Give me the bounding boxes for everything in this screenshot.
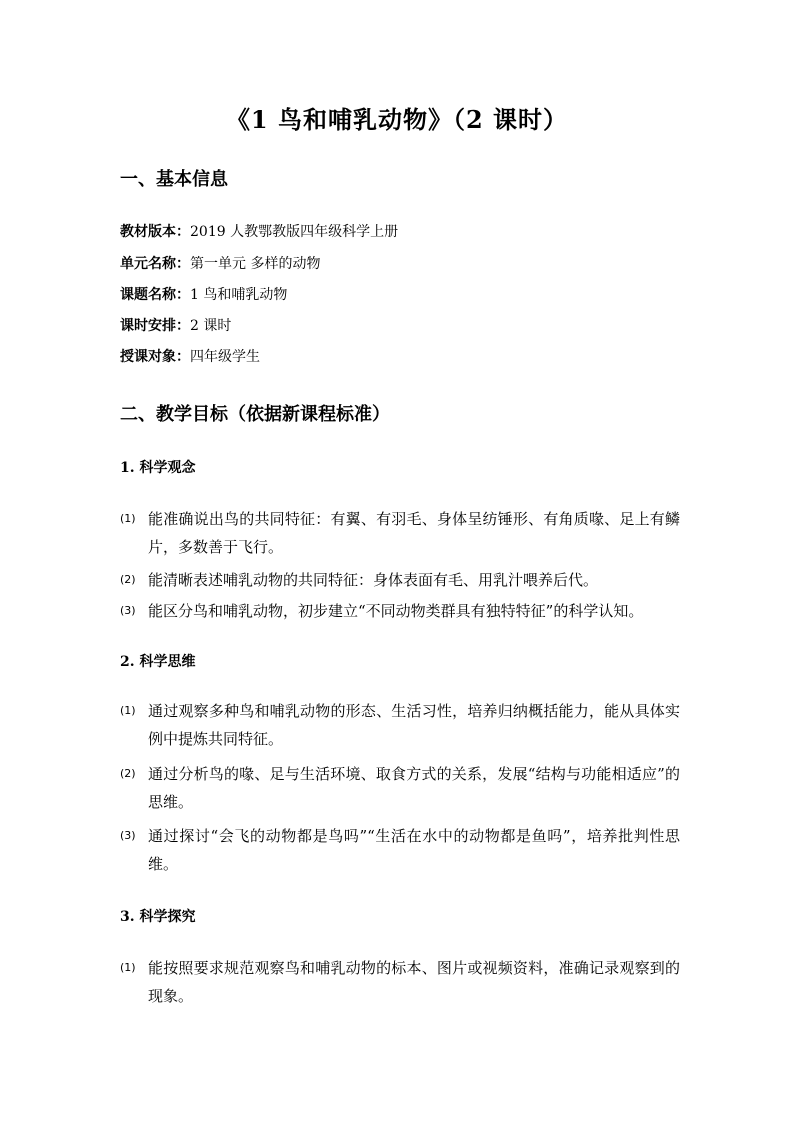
list-item-number: (3) bbox=[120, 604, 136, 617]
list-item-text: 通过探讨“会飞的动物都是鸟吗”“生活在水中的动物都是鱼吗”，培养批判性思维。 bbox=[148, 827, 680, 873]
section-teaching-goals-heading: 二、教学目标（依据新课程标准） bbox=[120, 404, 390, 425]
info-row-unit-name bbox=[120, 254, 320, 274]
list-item bbox=[120, 760, 680, 816]
list-item-number: (2) bbox=[120, 767, 136, 780]
info-row-textbook-version bbox=[120, 222, 398, 242]
list-item-text: 能清晰表述哺乳动物的共同特征：身体表面有毛、用乳汁喂养后代。 bbox=[148, 571, 599, 589]
list-item-text: 能按照要求规范观察鸟和哺乳动物的标本、图片或视频资料，准确记录观察到的现象。 bbox=[148, 959, 680, 1005]
info-row-class-hours bbox=[120, 316, 231, 336]
info-value: 2019 人教鄂教版四年级科学上册 bbox=[190, 224, 399, 240]
list-item bbox=[120, 505, 680, 561]
info-value: 1 鸟和哺乳动物 bbox=[190, 287, 288, 303]
subsection-science-thinking-heading: 2. 科学思维 bbox=[120, 654, 196, 670]
info-value: 四年级学生 bbox=[190, 349, 260, 365]
list-item-number: (3) bbox=[120, 829, 136, 842]
info-label: 单元名称： bbox=[120, 256, 190, 272]
list-item-text: 能准确说出鸟的共同特征：有翼、有羽毛、身体呈纺锤形、有角质喙、足上有鳞片，多数善于飞行。 bbox=[148, 510, 680, 556]
subsection-science-concept-heading: 1. 科学观念 bbox=[120, 460, 196, 476]
list-item-number: (1) bbox=[120, 961, 136, 974]
list-item-text: 通过观察多种鸟和哺乳动物的形态、生活习性，培养归纳概括能力，能从具体实例中提炼共同特征。 bbox=[148, 702, 680, 748]
list-item bbox=[120, 597, 680, 625]
info-label: 课时安排： bbox=[120, 318, 190, 334]
list-item-number: (1) bbox=[120, 704, 136, 717]
info-label: 课题名称： bbox=[120, 287, 190, 303]
list-item bbox=[120, 697, 680, 753]
list-item bbox=[120, 822, 680, 878]
list-item-number: (2) bbox=[120, 573, 136, 586]
info-row-lesson-title bbox=[120, 285, 287, 305]
list-item-text: 通过分析鸟的喙、足与生活环境、取食方式的关系，发展“结构与功能相适应”的思维。 bbox=[148, 765, 680, 811]
info-label: 教材版本： bbox=[120, 224, 190, 240]
list-item-text: 能区分鸟和哺乳动物，初步建立“不同动物类群具有独特特征”的科学认知。 bbox=[148, 602, 644, 620]
list-item bbox=[120, 954, 680, 1010]
section-basic-info-heading: 一、基本信息 bbox=[120, 169, 228, 190]
list-item-number: (1) bbox=[120, 512, 136, 525]
list-item bbox=[120, 566, 680, 594]
info-row-audience bbox=[120, 347, 260, 367]
info-label: 授课对象： bbox=[120, 349, 190, 365]
subsection-science-inquiry-heading: 3. 科学探究 bbox=[120, 909, 196, 925]
document-title: 《1 鸟和哺乳动物》（2 课时） bbox=[225, 105, 569, 134]
info-value: 2 课时 bbox=[190, 318, 232, 334]
info-value: 第一单元 多样的动物 bbox=[190, 256, 321, 272]
